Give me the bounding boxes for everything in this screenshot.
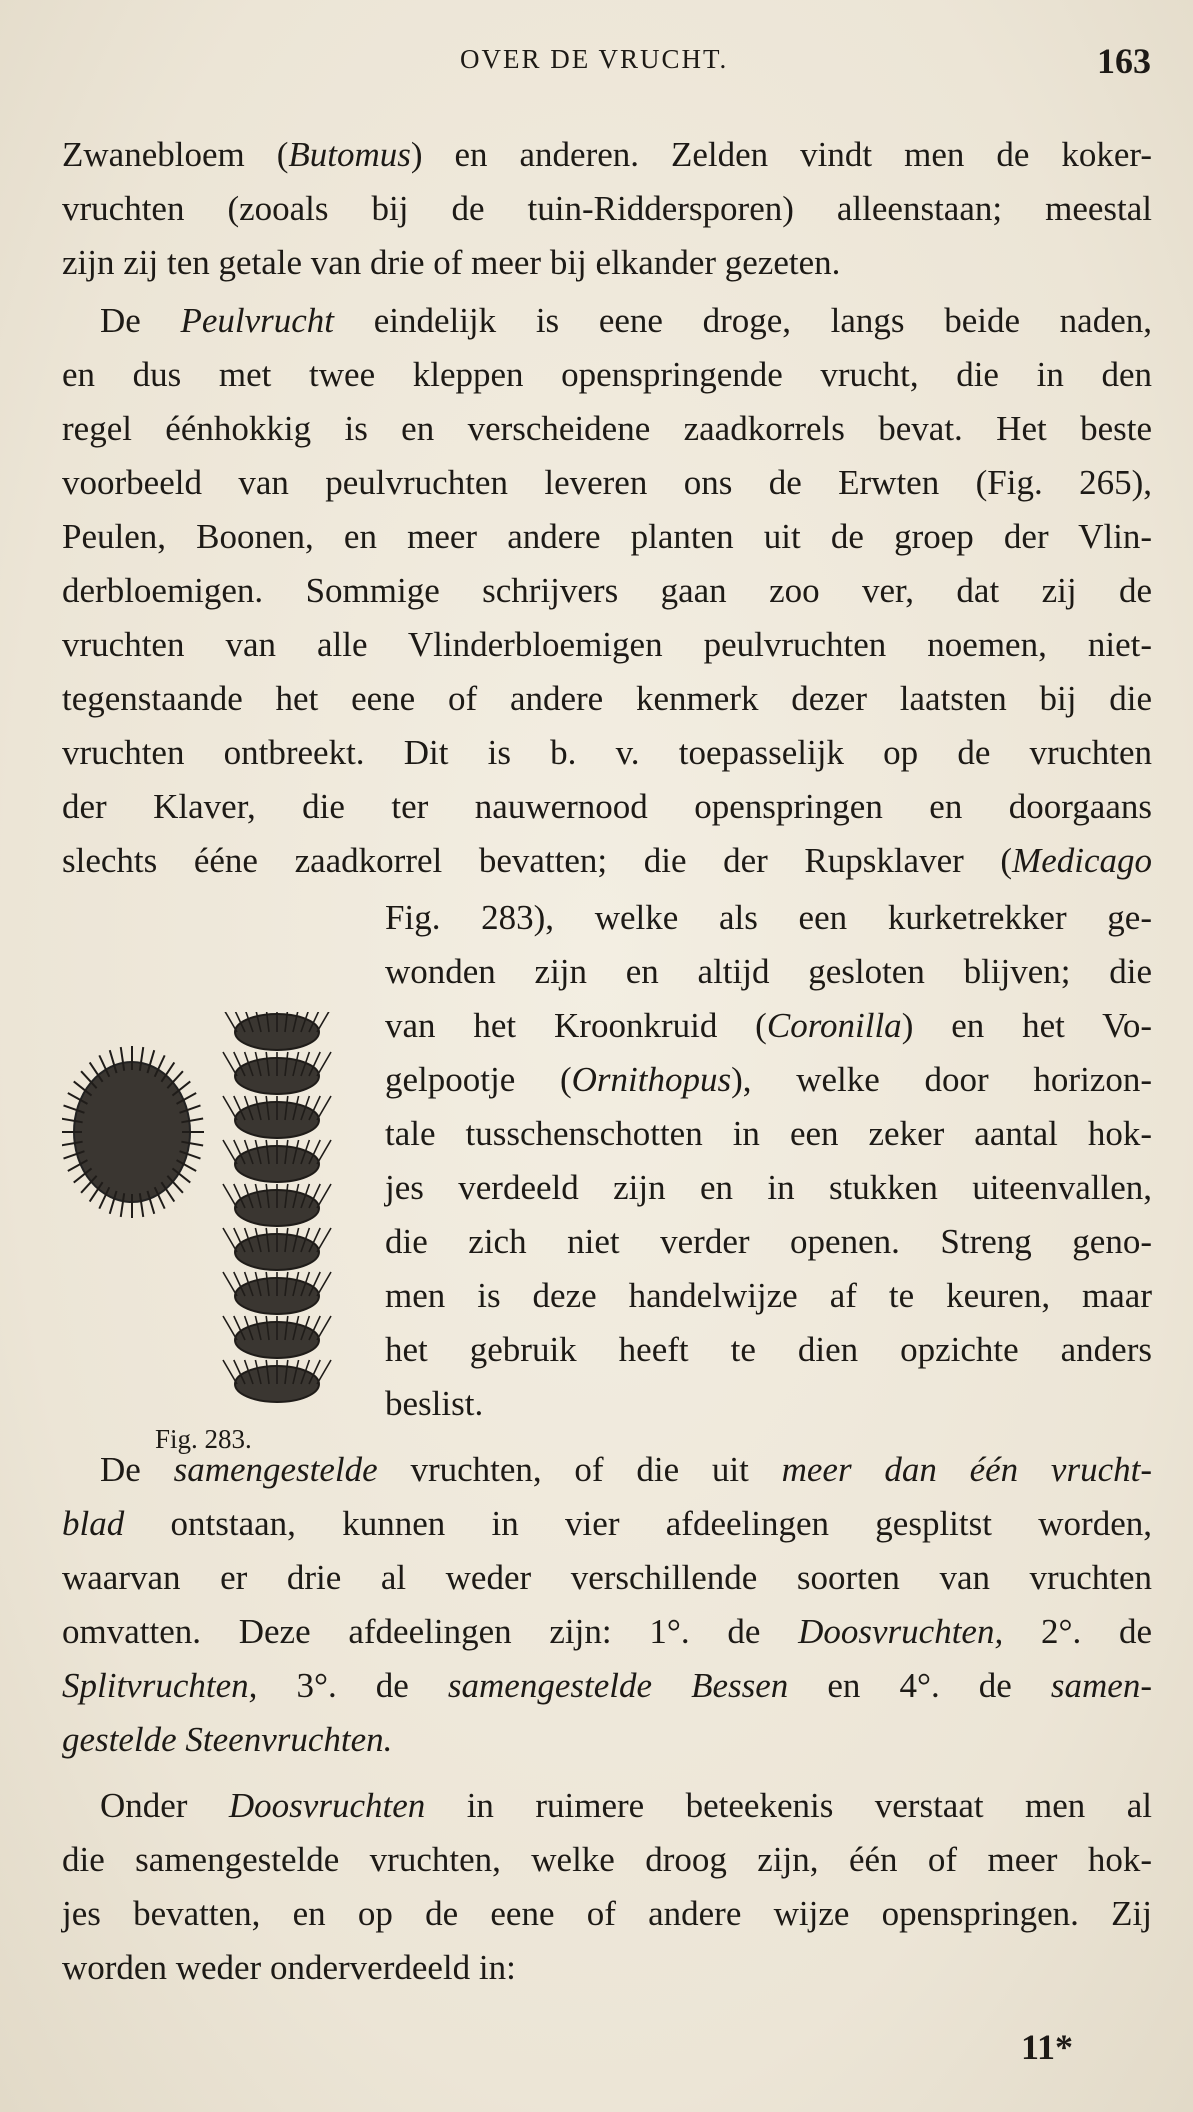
text-span: slechts ééne zaadkorrel bevatten; die der Rupsklaver ( <box>62 841 1013 880</box>
text-line <box>62 627 1152 662</box>
text-span: waarvan er drie al weder verschillende soorten van vruchten <box>62 1558 1152 1597</box>
italic-term: Peulvrucht <box>180 301 335 340</box>
signature-mark: 11* <box>1020 2027 1073 2067</box>
text-span: die samengestelde vruchten, welke droog zijn, één of meer hok- <box>62 1840 1152 1879</box>
italic-term: Coronilla <box>766 1006 902 1045</box>
text-line <box>62 1950 1152 1985</box>
page-number: 163 <box>1097 41 1151 81</box>
text-span: Peulen, Boonen, en meer andere planten uit de groep der Vlin- <box>62 517 1152 556</box>
text-line <box>385 1008 1152 1043</box>
text-line <box>100 1452 1152 1487</box>
text-span: omvatten. Deze afdeelingen zijn: 1°. de <box>62 1612 799 1651</box>
text-line <box>62 1560 1152 1595</box>
text-span: regel éénhokkig is en verscheidene zaadkorrels bevat. Het beste <box>62 409 1152 448</box>
text-span: in ruimere beteekenis verstaat men al <box>425 1786 1152 1825</box>
italic-term: blad <box>62 1504 125 1543</box>
text-line <box>385 1386 1152 1421</box>
text-line <box>62 519 1152 554</box>
text-span: van het Kroonkruid ( <box>385 1006 767 1045</box>
text-span: ) en anderen. Zelden vindt men de koker- <box>410 135 1152 174</box>
text-line <box>62 1614 1152 1649</box>
text-line <box>385 1278 1152 1313</box>
text-span: Onder <box>100 1786 229 1825</box>
text-span: men is deze handelwijze af te keuren, maar <box>385 1276 1152 1315</box>
text-line <box>62 843 1152 878</box>
text-span: eindelijk is eene droge, langs beide naden, <box>334 301 1152 340</box>
text-line <box>62 191 1152 226</box>
text-span: en 4°. de <box>788 1666 1051 1705</box>
text-span: en dus met twee kleppen openspringende vrucht, die in den <box>62 355 1152 394</box>
text-line <box>62 1668 1152 1703</box>
text-span: wonden zijn en altijd gesloten blijven; die <box>385 952 1152 991</box>
text-line <box>62 1842 1152 1877</box>
text-span: De <box>100 301 181 340</box>
text-span: zijn zij ten getale van drie of meer bij elkander gezeten. <box>62 243 841 282</box>
text-span: vruchten ontbreekt. Dit is b. v. toepasselijk op de vruchten <box>62 733 1152 772</box>
medicago-fruit-illustration <box>62 1012 372 1432</box>
text-span: het gebruik heeft te dien opzichte anders <box>385 1330 1152 1369</box>
text-line <box>385 900 1152 935</box>
text-line <box>62 1506 1152 1541</box>
text-line <box>62 1896 1152 1931</box>
italic-term: meer dan één vrucht- <box>781 1450 1153 1489</box>
text-span: voorbeeld van peulvruchten leveren ons de Erwten (Fig. 265), <box>62 463 1152 502</box>
text-line <box>62 411 1152 446</box>
italic-term: Doosvruchten <box>228 1786 426 1825</box>
text-span: vruchten, of die uit <box>377 1450 782 1489</box>
text-line <box>62 789 1152 824</box>
text-span: Zwanebloem ( <box>62 135 289 174</box>
text-span: ontstaan, kunnen in vier afdeelingen gesplitst worden, <box>124 1504 1152 1543</box>
italic-term: Butomus <box>288 135 411 174</box>
text-line <box>100 1788 1152 1823</box>
text-line <box>385 1170 1152 1205</box>
text-line <box>385 1332 1152 1367</box>
text-line <box>62 735 1152 770</box>
figure-caption: Fig. 283. <box>155 1424 252 1454</box>
text-line <box>62 681 1152 716</box>
text-line <box>62 245 1152 280</box>
italic-term: Splitvruchten, <box>62 1666 258 1705</box>
running-title: OVER DE VRUCHT. <box>460 44 729 74</box>
text-span: tale tusschenschotten in een zeker aantal hok- <box>385 1114 1152 1153</box>
text-span: gelpootje ( <box>385 1060 572 1099</box>
italic-term: samengestelde Bessen <box>447 1666 789 1705</box>
text-span: derbloemigen. Sommige schrijvers gaan zoo ver, dat zij de <box>62 571 1152 610</box>
text-line <box>100 303 1152 338</box>
text-line <box>62 357 1152 392</box>
text-line <box>385 954 1152 989</box>
text-span: tegenstaande het eene of andere kenmerk dezer laatsten bij die <box>62 679 1152 718</box>
text-line <box>385 1224 1152 1259</box>
text-span: der Klaver, die ter nauwernood openspringen en doorgaans <box>62 787 1152 826</box>
text-span: 2°. de <box>1003 1612 1152 1651</box>
text-line <box>62 137 1152 172</box>
italic-term: Doosvruchten, <box>798 1612 1004 1651</box>
text-span: ), welke door horizon- <box>731 1060 1152 1099</box>
text-span: vruchten van alle Vlinderbloemigen peulvruchten noemen, niet- <box>62 625 1152 664</box>
text-span: jes verdeeld zijn en in stukken uiteenvallen, <box>385 1168 1152 1207</box>
text-line <box>385 1116 1152 1151</box>
text-line <box>62 573 1152 608</box>
text-line <box>62 465 1152 500</box>
text-span: worden weder onderverdeeld in: <box>62 1948 516 1987</box>
text-span: ) en het Vo- <box>901 1006 1152 1045</box>
text-span: die zich niet verder openen. Streng geno- <box>385 1222 1152 1261</box>
text-span: beslist. <box>385 1384 484 1423</box>
text-line <box>385 1062 1152 1097</box>
text-span: jes bevatten, en op de eene of andere wijze openspringen. Zij <box>62 1894 1152 1933</box>
italic-term: Medicago <box>1012 841 1152 880</box>
text-span: 3°. de <box>257 1666 448 1705</box>
text-line <box>62 1722 1152 1757</box>
text-span: De <box>100 1450 174 1489</box>
italic-term: samengestelde <box>173 1450 378 1489</box>
italic-term: Ornithopus <box>571 1060 732 1099</box>
text-span: vruchten (zooals bij de tuin-Riddersporen) alleenstaan; meestal <box>62 189 1152 228</box>
text-span: Fig. 283), welke als een kurketrekker ge- <box>385 898 1152 937</box>
italic-term: gestelde Steenvruchten. <box>62 1720 393 1759</box>
italic-term: samen- <box>1050 1666 1152 1705</box>
